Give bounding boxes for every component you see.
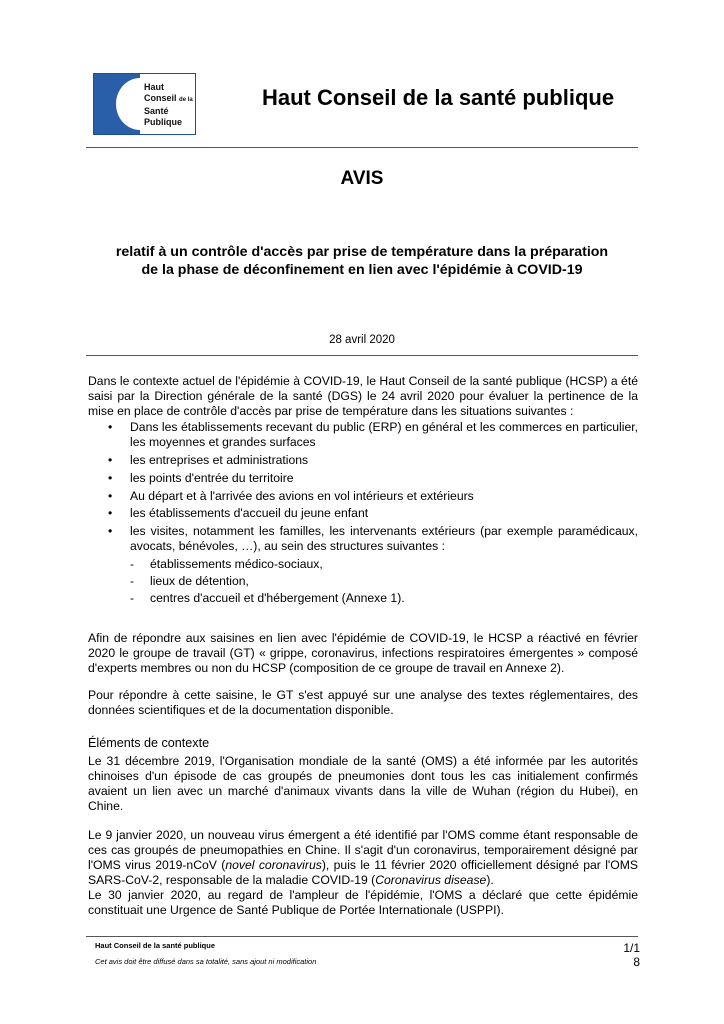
page-number: 8	[633, 955, 640, 969]
paragraph-method: Pour répondre à cette saisine, le GT s'est appuyé sur une analyse des textes réglementaires, des données scientifiques et de la documentation disponible.	[88, 688, 638, 717]
date-divider	[86, 355, 638, 356]
document-subject	[60, 243, 664, 279]
page-header-title: Haut Conseil de la santé publique	[262, 85, 615, 110]
subject-line-1: relatif à un contrôle d'accès par prise de température dans la préparation	[115, 244, 609, 260]
footer-divider	[86, 936, 638, 937]
footer-org: Haut Conseil de la santé publique	[95, 941, 216, 950]
logo-line-4: Publique	[144, 117, 182, 127]
logo-text	[144, 82, 193, 128]
subject-line-2: de la phase de déconfinement en lien avec l'épidémie à COVID-19	[141, 262, 583, 278]
paragraph-gt: Afin de répondre aux saisines en lien avec l'épidémie de COVID-19, le HCSP a réactivé en février 2020 le groupe de travail (GT) « grippe, coronavirus, infections respiratoires émergentes » composé d'experts membres ou non du HCSP (composition de ce groupe de travail en Annexe 2).	[88, 631, 638, 675]
document-date: 28 avril 2020	[329, 334, 395, 346]
section-title: Éléments de contexte	[88, 736, 210, 750]
list-item: • Dans les établissements recevant du public (ERP) en général et les commerces en particulier, les moyennes et grandes surfaces	[108, 420, 638, 449]
page-indicator: 1/1	[623, 941, 640, 955]
hcsp-logo	[93, 73, 196, 135]
document-type: AVIS	[340, 168, 384, 189]
footer-notice: Cet avis doit être diffusé dans sa totalité, sans ajout ni modification	[95, 957, 317, 966]
paragraph-context-3: Le 30 janvier 2020, au regard de l'ampleur de l'épidémie, l'OMS a déclaré que cette épidémie constituait une Urgence de Santé Publique de Portée Internationale (USPPI).	[88, 888, 638, 917]
logo-line-2: Conseil de la	[144, 93, 193, 103]
list-item: • les établissements d'accueil du jeune enfant	[108, 506, 369, 520]
header-divider	[86, 147, 638, 148]
list-item: • les visites, notamment les familles, les intervenants extérieurs (par exemple paramédicaux, avocats, bénévoles, …), au sein des structures suivantes :	[108, 524, 638, 553]
intro-paragraph: Dans le contexte actuel de l'épidémie à COVID-19, le Haut Conseil de la santé publique (HCSP) a été saisi par la Direction générale de la santé (DGS) le 24 avril 2020 pour évaluer la pertinence de la mise en place de contrôle d'accès par prise de température dans les situations suivantes :	[88, 374, 638, 418]
list-item: • Au départ et à l'arrivée des avions en vol intérieurs et extérieurs	[108, 489, 474, 503]
logo-line-3: Santé	[144, 106, 169, 116]
paragraph-context-2: Le 9 janvier 2020, un nouveau virus émergent a été identifié par l'OMS comme étant responsable de ces cas groupés de pneumopathies en Chine. Il s'agit d'un coronavirus, temporairement désigné par l'OMS virus 2019-nCoV (novel coronavirus), puis le 11 février 2020 officiellement désigné par l'OMS SARS-CoV-2, responsable de la maladie COVID-19 (Coronavirus disease).	[88, 828, 638, 887]
logo-line-1: Haut	[144, 82, 164, 92]
list-item: • les points d'entrée du territoire	[108, 471, 294, 485]
paragraph-context-1: Le 31 décembre 2019, l'Organisation mondiale de la santé (OMS) a été informée par les autorités chinoises d'un épisode de cas groupés de pneumonies dont tous les cas initialement confirmés avaient un lien avec un marché d'animaux vivants dans la ville de Wuhan (région du Hubei), en Chine.	[88, 754, 638, 813]
list-item: • les entreprises et administrations	[108, 453, 309, 467]
